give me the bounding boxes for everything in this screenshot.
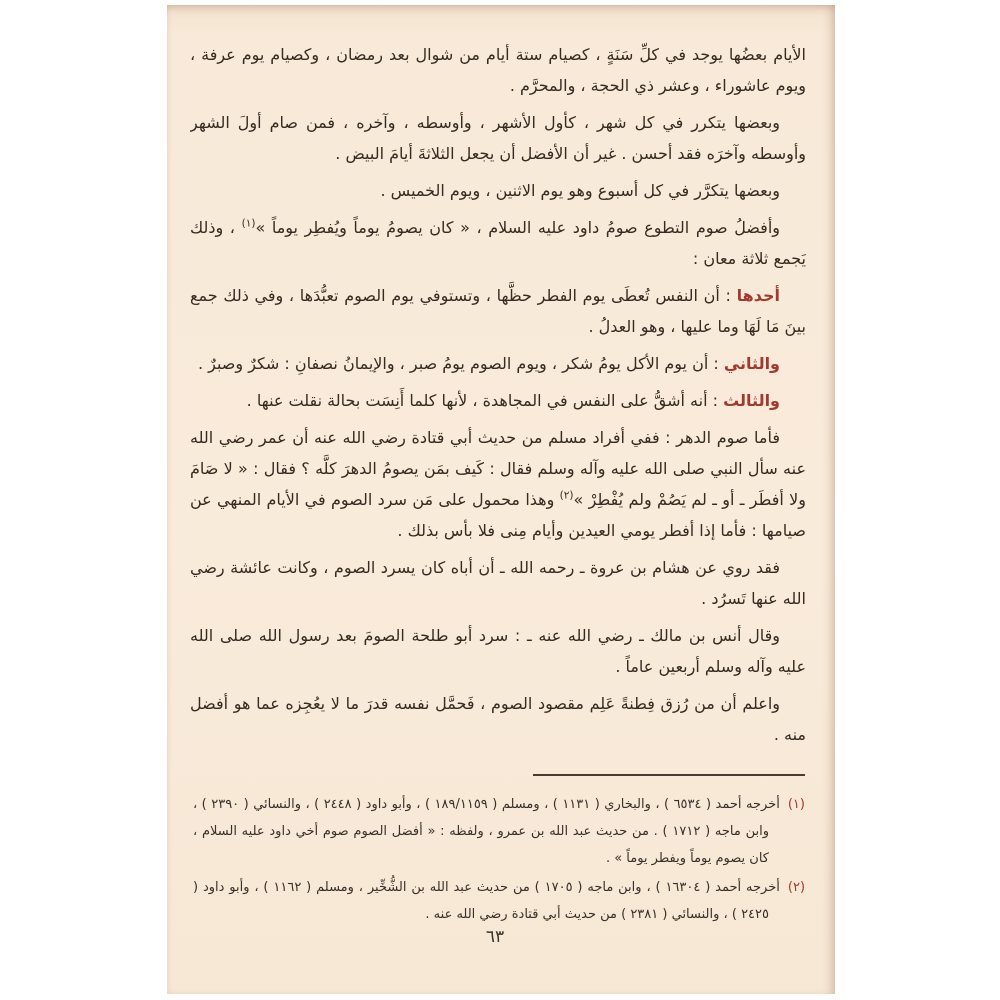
footnote-text: أخرجه أحمد ( ١٦٣٠٤ ) ، وابن ماجه ( ١٧٠٥ ) من حديث عبد الله بن الشُّخِّير ، ومسلم ( ١١٦٢ ) ، وأبو داود ( ٢٤٢٥ ) ، والنسائي ( ٢٣٨١ ) من حديث أبي قتادة رضي الله عنه . bbox=[193, 880, 780, 922]
footnote-list bbox=[193, 791, 805, 930]
paragraph bbox=[190, 107, 806, 169]
paragraph-text: ، وذلك يَجمع ثلاثة معان : bbox=[190, 218, 806, 268]
paragraph-text: : أن يوم الأكل يومُ شكر ، ويوم الصوم يومُ صبر ، والإيمانُ نصفانِ : شكرٌ وصبرٌ . bbox=[197, 354, 724, 373]
footnote-marker: (٢) bbox=[787, 880, 806, 895]
main-text-block bbox=[190, 39, 806, 767]
paragraph-text: وهذا محمول على مَن سرد الصوم في الأيام المنهي عن صيامها : فأما إذا أفطر يومي العيدين وأيام مِنى فلا بأس بذلك . bbox=[190, 490, 806, 540]
paragraph-text: وبعضها يتكرر في كل شهر ، كأول الأشهر ، وأوسطه ، وآخره ، فمن صام أولَ الشهر وأوسطه وآخرَه فقد أحسن . غير أن الأفضل أن يجعل الثلاثةَ أيامَ البيض . bbox=[190, 113, 806, 163]
paragraph-text: وبعضها يتكرَّر في كل أسبوع وهو يوم الاثنين ، ويوم الخميس . bbox=[380, 181, 780, 200]
section-lead: والثالث bbox=[723, 391, 780, 410]
footnote-divider bbox=[533, 774, 805, 776]
paragraph bbox=[190, 688, 806, 750]
paragraph bbox=[190, 552, 806, 614]
paragraph bbox=[190, 39, 806, 101]
paragraph-text: وقال أنس بن مالك ـ رضي الله عنه ـ : سرد أبو طلحة الصومَ بعد رسول الله صلى الله عليه وآله وسلم أربعين عاماً . bbox=[190, 626, 806, 676]
paragraph bbox=[190, 385, 806, 416]
paragraph bbox=[190, 280, 806, 342]
paragraph-text: واعلم أن من رُزق فِطنةً عَلِم مقصود الصوم ، فَحمَّل نفسه قدرَ ما لا يعُجِزه عما هو أفضل منه . bbox=[190, 694, 806, 744]
paragraph bbox=[190, 212, 806, 274]
paragraph-text: الأيام بعضُها يوجد في كلِّ سَنَةٍ ، كصيام ستة أيام من شوال بعد رمضان ، وكصيام يوم عرفة ، ويوم عاشوراء ، وعشر ذي الحجة ، والمحرَّم . bbox=[190, 45, 806, 95]
section-lead: والثاني bbox=[723, 354, 780, 373]
footnote-item bbox=[193, 874, 805, 928]
paragraph-text: : أن النفس تُعطَى يوم الفطر حظَّها ، وتستوفي يوم الصوم تعبُّدَها ، وفي ذلك جمع بينَ مَا لَهَا وما عليها ، وهو العدلُ . bbox=[190, 286, 806, 336]
book-page bbox=[167, 5, 835, 994]
footnote-ref: (٢) bbox=[559, 489, 574, 502]
footnote-item bbox=[193, 791, 805, 872]
section-lead: أحدها bbox=[736, 286, 780, 305]
paragraph bbox=[190, 620, 806, 682]
paragraph-text: : أنه أشقُّ على النفس في المجاهدة ، لأنها كلما أَنِسَت بحالة نقلت عنها . bbox=[246, 391, 724, 410]
footnote-ref: (١) bbox=[241, 217, 256, 230]
paragraph bbox=[190, 422, 806, 546]
footnote-text: أخرجه أحمد ( ٦٥٣٤ ) ، والبخاري ( ١١٣١ ) ، ومسلم ( ١٨٩/١١٥٩ ) ، وأبو داود ( ٢٤٤٨ ) ، والنسائي ( ٢٣٩٠ ) ، وابن ماجه ( ١٧١٢ ) . من حديث عبد الله بن عمرو ، ولفظه : « أفضل الصوم صوم أخي داود عليه السلام ، كان يصوم يوماً ويفطر يوماً » . bbox=[193, 797, 780, 866]
paragraph-text: وأفضلُ صوم التطوع صومُ داود عليه السلام ، « كان يصومُ يوماً ويُفطِر يوماً » bbox=[255, 218, 781, 237]
page-number: ٦٣ bbox=[485, 927, 505, 947]
paragraph-text: فقد روي عن هشام بن عروة ـ رحمه الله ـ أن أباه كان يسرد الصوم ، وكانت عائشة رضي الله عنها تَسرُد . bbox=[190, 558, 806, 608]
paragraph bbox=[190, 348, 806, 379]
paragraph bbox=[190, 175, 806, 206]
footnote-marker: (١) bbox=[787, 797, 805, 812]
paragraph-text: فأما صوم الدهر : ففي أفراد مسلم من حديث أبي قتادة رضي الله عنه أن عمر رضي الله عنه سأل النبي صلى الله عليه وآله وسلم فقال : كَيف بمَن يصومُ الدهرَ كلَّه ؟ فقال : « لا صَامَ ولا أفطَر ـ أو ـ لم يَصُمْ ولم يُفْطِرْ » bbox=[190, 428, 806, 509]
